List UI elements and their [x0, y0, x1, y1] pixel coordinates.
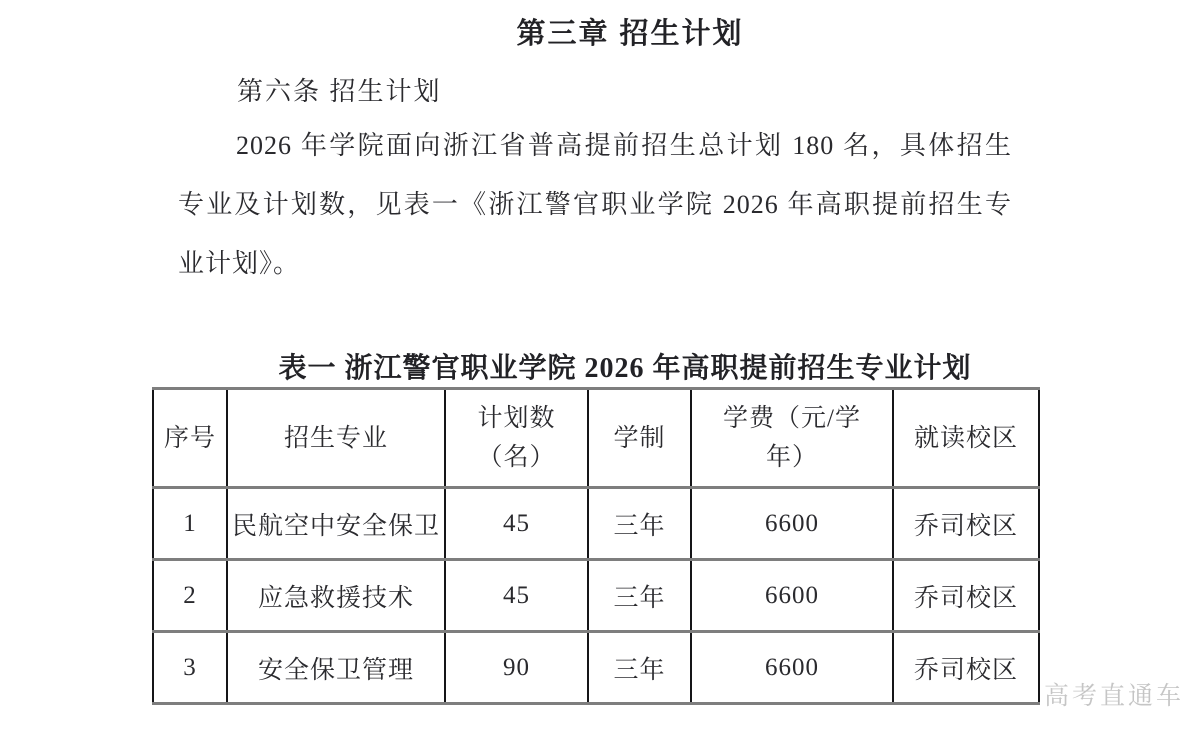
cell-plan: 90	[445, 632, 588, 704]
col-header-plan-line2: （名）	[477, 444, 556, 471]
cell-major: 应急救援技术	[227, 560, 445, 632]
table-row	[153, 632, 1039, 704]
cell-tuition: 6600	[691, 632, 893, 704]
col-header-campus-text: 就读校区	[913, 424, 1018, 452]
col-header-campus	[893, 389, 1039, 488]
cell-tuition: 6600	[691, 488, 893, 560]
chapter-heading: 第三章 招生计划	[516, 18, 744, 50]
cell-campus: 乔司校区	[893, 488, 1039, 560]
cell-plan: 45	[445, 560, 588, 632]
paragraph-line-2: 专业及计划数，见表一《浙江警官职业学院 2026 年高职提前招生专	[178, 190, 1012, 219]
col-header-years-text: 学制	[613, 424, 666, 452]
cell-years: 三年	[588, 488, 691, 560]
cell-years: 三年	[588, 560, 691, 632]
cell-major: 民航空中安全保卫	[227, 488, 445, 560]
table-row	[153, 560, 1039, 632]
cell-major: 安全保卫管理	[227, 632, 445, 704]
cell-campus: 乔司校区	[893, 560, 1039, 632]
col-header-plan-line1: 计划数	[477, 405, 556, 432]
body-paragraph	[178, 116, 1012, 293]
col-header-years	[588, 389, 691, 488]
cell-no: 2	[153, 560, 227, 632]
cell-years: 三年	[588, 632, 691, 704]
col-header-major	[227, 389, 445, 488]
watermark: 高考直通车	[1044, 682, 1185, 710]
cell-plan: 45	[445, 488, 588, 560]
enrollment-plan-table	[152, 387, 1040, 705]
table-header-row	[153, 389, 1039, 488]
table-caption: 表一 浙江警官职业学院 2026 年高职提前招生专业计划	[278, 353, 972, 384]
col-header-no	[153, 389, 227, 488]
col-header-no-text: 序号	[163, 424, 216, 452]
cell-no: 3	[153, 632, 227, 704]
paragraph-line-3: 业计划》。	[178, 249, 301, 278]
cell-campus: 乔司校区	[893, 632, 1039, 704]
table-row	[153, 488, 1039, 560]
cell-no: 1	[153, 488, 227, 560]
paragraph-line-1: 2026 年学院面向浙江省普高提前招生总计划 180 名，具体招生	[236, 131, 1012, 160]
col-header-plan	[445, 389, 588, 488]
article-heading: 第六条 招生计划	[237, 77, 442, 106]
col-header-tuition-line2: 年）	[765, 444, 818, 471]
cell-tuition: 6600	[691, 560, 893, 632]
col-header-tuition	[691, 389, 893, 488]
col-header-tuition-line1: 学费（元/学	[723, 405, 861, 432]
col-header-major-text: 招生专业	[283, 424, 388, 452]
